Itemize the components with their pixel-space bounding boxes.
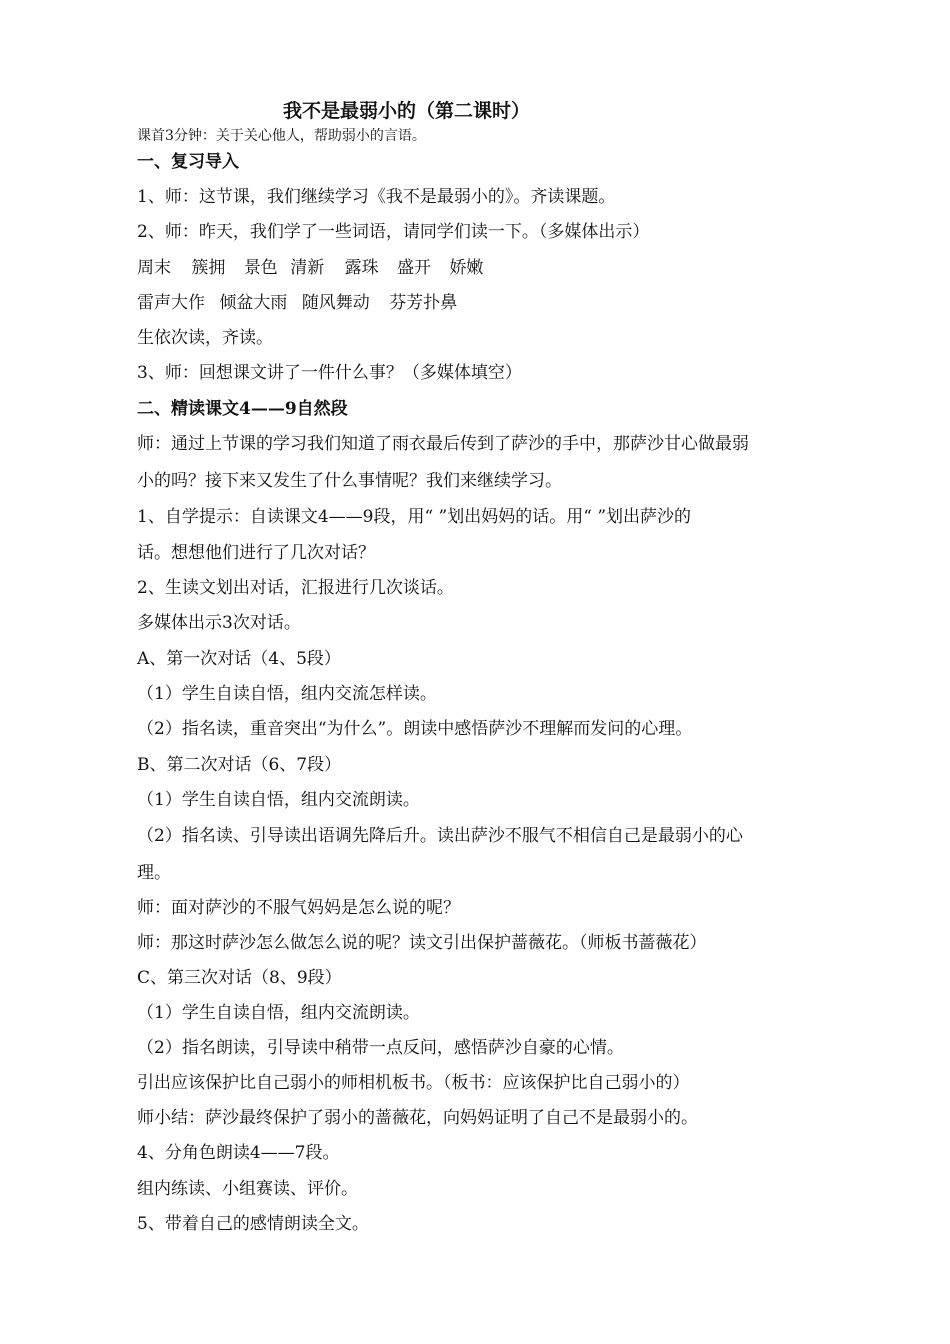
paragraph: 师小结：萨沙最终保护了弱小的蔷薇花，向妈妈证明了自己不是最弱小的。 <box>137 1108 698 1128</box>
vocabulary-word: 盛开 <box>397 258 432 278</box>
paragraph: 5、带着自己的感情朗读全文。 <box>137 1214 369 1234</box>
page-title: 我不是最弱小的（第二课时） <box>283 100 531 122</box>
paragraph: 组内练读、小组赛读、评价。 <box>137 1179 358 1199</box>
list-item: （2）指名朗读，引导读中稍带一点反问，感悟萨沙自豪的心情。 <box>137 1038 624 1058</box>
list-item: 理。 <box>137 863 171 883</box>
vocabulary-word: 景色 <box>243 258 278 278</box>
paragraph: 4、分角色朗读4——7段。 <box>137 1143 340 1163</box>
list-item: （2）指名读，重音突出“为什么”。朗读中感悟萨沙不理解而发问的心理。 <box>137 719 693 739</box>
paragraph: 师：通过上节课的学习我们知道了雨衣最后传到了萨沙的手中，那萨沙甘心做最弱 <box>137 434 749 454</box>
vocabulary-word: 周末 <box>137 258 171 278</box>
dialogue-heading: B、第二次对话（6、7段） <box>137 755 342 775</box>
list-item: （1）学生自读自悟，组内交流朗读。 <box>137 790 420 810</box>
vocabulary-row-1 <box>137 256 483 280</box>
paragraph: 2、师：昨天，我们学了一些词语，请同学们读一下。（多媒体出示） <box>137 222 650 242</box>
vocabulary-word: 簇拥 <box>191 258 226 278</box>
dialogue-heading: C、第三次对话（8、9段） <box>137 968 342 988</box>
page-subtitle: 课首3分钟：关于关心他人，帮助弱小的言语。 <box>137 128 426 144</box>
paragraph: 1、师：这节课，我们继续学习《我不是最弱小的》。齐读课题。 <box>137 187 616 207</box>
paragraph: 小的吗？接下来又发生了什么事情呢？我们来继续学习。 <box>137 471 562 491</box>
dialogue-heading: A、第一次对话（4、5段） <box>137 649 341 669</box>
vocabulary-word: 娇嫩 <box>449 258 484 278</box>
paragraph: 2、生读文划出对话，汇报进行几次谈话。 <box>137 578 454 598</box>
paragraph: 引出应该保护比自己弱小的师相机板书。（板书：应该保护比自己弱小的） <box>137 1073 690 1093</box>
paragraph: 话。想想他们进行了几次对话？ <box>137 543 375 563</box>
paragraph: 1、自学提示：自读课文4——9段，用“ ”划出妈妈的话。用“ ”划出萨沙的 <box>137 507 692 527</box>
paragraph: 多媒体出示3次对话。 <box>137 613 301 633</box>
list-item: （1）学生自读自悟，组内交流怎样读。 <box>137 684 437 704</box>
paragraph: 师：面对萨沙的不服气妈妈是怎么说的呢？ <box>137 898 460 918</box>
vocabulary-word: 雷声大作 <box>137 293 205 313</box>
vocabulary-word: 随风舞动 <box>301 293 370 313</box>
list-item: （1）学生自读自悟，组内交流朗读。 <box>137 1003 420 1023</box>
list-item: （2）指名读、引导读出语调先降后升。读出萨沙不服气不相信自己是最弱小的心 <box>137 826 743 846</box>
vocabulary-word: 倾盆大雨 <box>219 293 288 313</box>
section-heading-close-reading: 二、精读课文4——9自然段 <box>137 399 348 419</box>
section-heading-review: 一、复习导入 <box>137 152 239 172</box>
vocabulary-word: 清新 <box>290 258 325 278</box>
paragraph: 师：那这时萨沙怎么做怎么说的呢？读文引出保护蔷薇花。（师板书蔷薇花） <box>137 933 707 953</box>
vocabulary-row-2 <box>137 291 457 315</box>
vocabulary-word: 芬芳扑鼻 <box>389 293 458 313</box>
vocabulary-word: 露珠 <box>344 258 379 278</box>
paragraph: 3、师：回想课文讲了一件什么事？（多媒体填空） <box>137 363 522 383</box>
paragraph: 生依次读，齐读。 <box>137 328 273 348</box>
